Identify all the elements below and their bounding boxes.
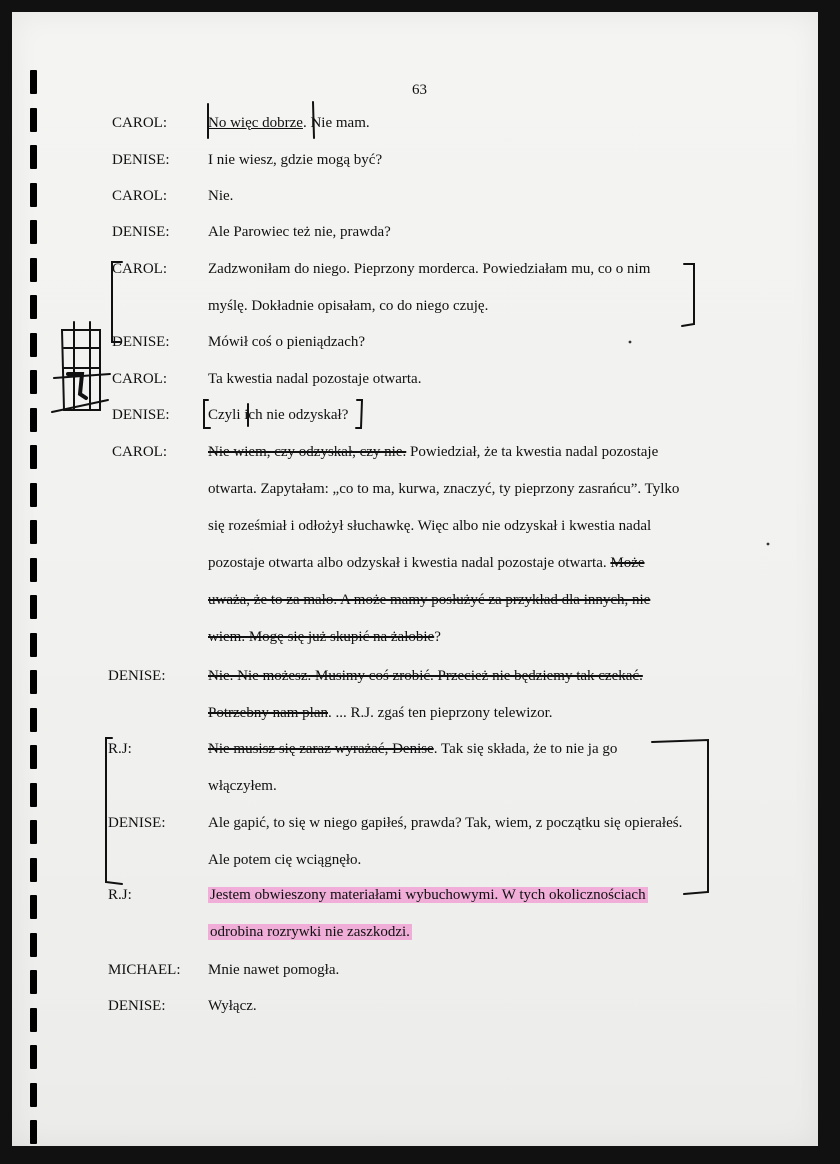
- line-text: Zadzwoniłam do niego. Pieprzony morderca. Powiedziałam mu, co o nim: [208, 261, 651, 277]
- line-text: . Nie mam.: [302, 115, 370, 131]
- sketch-lines: [64, 348, 100, 368]
- struck-text: Potrzebny nam plan: [208, 705, 328, 721]
- binding-hole: [30, 933, 37, 957]
- binding-hole: [30, 408, 37, 432]
- speaker-name: DENISE:: [112, 152, 170, 168]
- line-text: . Tak się składa, że to nie ja go: [433, 741, 618, 757]
- bracket-right-czyli: [356, 400, 362, 428]
- dialogue-line: [208, 555, 645, 572]
- dialogue-line: [208, 962, 339, 979]
- line-text: się roześmiał i odłożył słuchawkę. Więc albo nie odzyskał i kwestia nadal: [208, 518, 652, 534]
- struck-text: uważa, że to za mało. A może mamy posłużyć za przykład dla innych, nie: [208, 592, 651, 608]
- binding-hole: [30, 520, 37, 544]
- binding-hole: [30, 333, 37, 357]
- line-text: Czyli ich nie odzyskał?: [208, 407, 349, 423]
- binding-hole: [30, 783, 37, 807]
- dialogue-line: [208, 224, 391, 241]
- struck-text: Nie musisz się zaraz wyrażać, Denise: [208, 741, 434, 757]
- dialogue-line: [208, 334, 365, 351]
- speaker-name: CAROL:: [112, 115, 168, 131]
- binding-hole: [30, 1008, 37, 1032]
- bracket-left-rj: [106, 738, 122, 884]
- line-text: pozostaje otwarta albo odzyskał i kwestia nadal pozostaje otwarta.: [208, 555, 611, 571]
- binding-holes: [30, 52, 38, 1132]
- speaker-name: DENISE:: [112, 334, 170, 350]
- line-text: włączyłem.: [208, 778, 277, 794]
- line-text: Powiedział, że ta kwestia nadal pozostaje: [406, 444, 659, 460]
- binding-hole: [30, 483, 37, 507]
- binding-hole: [30, 1045, 37, 1069]
- binding-hole: [30, 145, 37, 169]
- struck-text: Nie wiem, czy odzyskał, czy nie.: [208, 444, 407, 460]
- line-text: otwarta. Zapytałam: „co to ma, kurwa, znaczyć, ty pieprzony zasrańcu”. Tylko: [208, 481, 680, 497]
- binding-hole: [30, 745, 37, 769]
- binding-hole: [30, 220, 37, 244]
- script-page: [12, 12, 818, 1146]
- binding-hole: [30, 633, 37, 657]
- sketch-box: [62, 330, 100, 410]
- line-text: Wyłącz.: [208, 998, 257, 1014]
- binding-hole: [30, 895, 37, 919]
- binding-hole: [30, 70, 37, 94]
- bracket-right-carol: [682, 264, 694, 326]
- paper-speck: [767, 543, 770, 546]
- dialogue-line: [208, 188, 233, 205]
- sketch-crossbar: [54, 374, 110, 378]
- binding-hole: [30, 1120, 37, 1144]
- dialogue-line: [208, 371, 421, 388]
- dialogue-line: [208, 852, 361, 869]
- line-text: Ta kwestia nadal pozostaje otwarta.: [208, 371, 422, 387]
- line-text: Ale potem cię wciągnęło.: [208, 852, 362, 868]
- dialogue-line: [208, 481, 679, 498]
- binding-hole: [30, 595, 37, 619]
- binding-hole: [30, 445, 37, 469]
- sketch-figure: [68, 374, 86, 398]
- binding-hole: [30, 258, 37, 282]
- speaker-name: R.J:: [108, 741, 132, 757]
- dialogue-line: [208, 778, 277, 795]
- dialogue-line: [208, 741, 617, 758]
- struck-text: Nie. Nie możesz. Musimy coś zrobić. Przecież nie będziemy tak czekać.: [208, 668, 643, 684]
- speaker-name: CAROL:: [112, 188, 168, 204]
- binding-hole: [30, 370, 37, 394]
- binding-hole: [30, 295, 37, 319]
- line-text: Nie.: [208, 188, 234, 204]
- binding-hole: [30, 858, 37, 882]
- line-text: myślę. Dokładnie opisałam, co do niego czuję.: [208, 298, 489, 314]
- struck-text: Może: [610, 555, 645, 571]
- dialogue-line: [208, 592, 650, 609]
- binding-hole: [30, 970, 37, 994]
- dialogue-line: [208, 629, 441, 646]
- speaker-name: MICHAEL:: [108, 962, 181, 978]
- dialogue-line: [208, 518, 651, 535]
- highlighted-text: odrobina rozrywki nie zaszkodzi.: [210, 924, 410, 940]
- sketch-verticals: [74, 322, 90, 410]
- dialogue-line: [208, 261, 650, 278]
- highlighted-text: Jestem obwieszony materiałami wybuchowymi. W tych okolicznościach: [210, 887, 646, 903]
- speaker-name: CAROL:: [112, 261, 168, 277]
- binding-hole: [30, 1083, 37, 1107]
- line-text: Ale gapić, to się w niego gapiłeś, prawda? Tak, wiem, z początku się opierałeś.: [208, 815, 683, 831]
- dialogue-line: [208, 887, 648, 904]
- paper-speck: [629, 341, 632, 344]
- binding-hole: [30, 558, 37, 582]
- struck-text: wiem. Mogę się już skupić na żałobie: [208, 629, 435, 645]
- binding-hole: [30, 708, 37, 732]
- speaker-name: CAROL:: [112, 444, 168, 460]
- dialogue-line: [208, 115, 370, 132]
- speaker-name: DENISE:: [112, 224, 170, 240]
- dialogue-line: [208, 444, 658, 461]
- dialogue-line: [208, 705, 553, 722]
- dialogue-line: [208, 407, 348, 424]
- sketch-base: [52, 400, 108, 412]
- speaker-name: DENISE:: [108, 815, 166, 831]
- line-text: Ale Parowiec też nie, prawda?: [208, 224, 391, 240]
- binding-hole: [30, 183, 37, 207]
- line-text: I nie wiesz, gdzie mogą być?: [208, 152, 383, 168]
- page-number: 63: [412, 82, 427, 98]
- dialogue-line: [208, 998, 257, 1015]
- dialogue-line: [208, 924, 412, 941]
- line-text: ?: [434, 629, 441, 645]
- line-text: Mnie nawet pomogła.: [208, 962, 340, 978]
- binding-hole: [30, 820, 37, 844]
- speaker-name: CAROL:: [112, 371, 168, 387]
- speaker-name: DENISE:: [108, 668, 166, 684]
- dialogue-line: [208, 815, 682, 832]
- underlined-text: No więc dobrze: [208, 115, 303, 131]
- line-text: . ... R.J. zgaś ten pieprzony telewizor.: [327, 705, 553, 721]
- binding-hole: [30, 670, 37, 694]
- dialogue-line: [208, 152, 382, 169]
- dialogue-line: [208, 668, 643, 685]
- binding-hole: [30, 108, 37, 132]
- line-text: Mówił coś o pieniądzach?: [208, 334, 366, 350]
- speaker-name: DENISE:: [108, 998, 166, 1014]
- dialogue-line: [208, 298, 488, 315]
- speaker-name: DENISE:: [112, 407, 170, 423]
- speaker-name: R.J:: [108, 887, 132, 903]
